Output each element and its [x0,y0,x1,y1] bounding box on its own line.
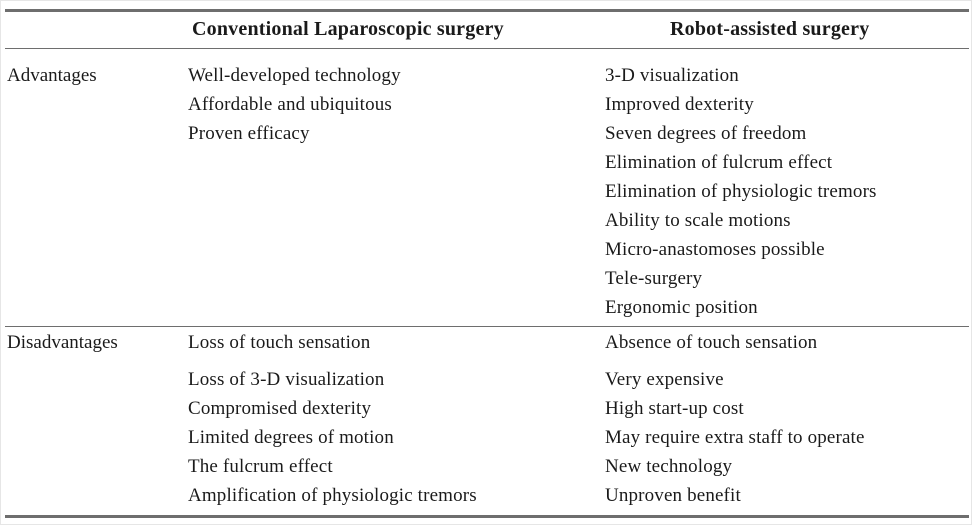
table-cell: Very expensive [605,369,724,390]
table-cell: Unproven benefit [605,485,741,506]
table-cell: Absence of touch sensation [605,332,818,353]
header-robot: Robot-assisted surgery [670,18,870,40]
table-cell: Amplification of physiologic tremors [188,485,477,506]
table-cell: Loss of 3-D visualization [188,369,385,390]
table-cell: Elimination of fulcrum effect [605,152,833,173]
table-cell: Limited degrees of motion [188,427,394,448]
table-cell: Tele-surgery [605,268,703,289]
row-label-advantages: Advantages [7,65,97,86]
table-cell: Proven efficacy [188,123,310,144]
table-cell: High start-up cost [605,398,744,419]
table-cell: Affordable and ubiquitous [188,94,392,115]
table-cell: New technology [605,456,733,477]
header-conventional: Conventional Laparoscopic surgery [192,18,504,40]
table-cell: Micro-anastomoses possible [605,239,825,260]
header-rule [5,48,969,49]
bottom-rule [5,515,969,518]
table-cell: Loss of touch sensation [188,332,371,353]
table-cell: May require extra staff to operate [605,427,865,448]
section-rule [5,326,969,327]
table-cell: 3-D visualization [605,65,739,86]
row-label-disadvantages: Disadvantages [7,332,118,353]
table-cell: Elimination of physiologic tremors [605,181,877,202]
top-rule [5,9,969,12]
table-cell: Improved dexterity [605,94,754,115]
table-cell: Compromised dexterity [188,398,372,419]
table-cell: Ergonomic position [605,297,758,318]
table-cell: The fulcrum effect [188,456,333,477]
table-cell: Seven degrees of freedom [605,123,807,144]
table-cell: Well-developed technology [188,65,401,86]
table-cell: Ability to scale motions [605,210,791,231]
